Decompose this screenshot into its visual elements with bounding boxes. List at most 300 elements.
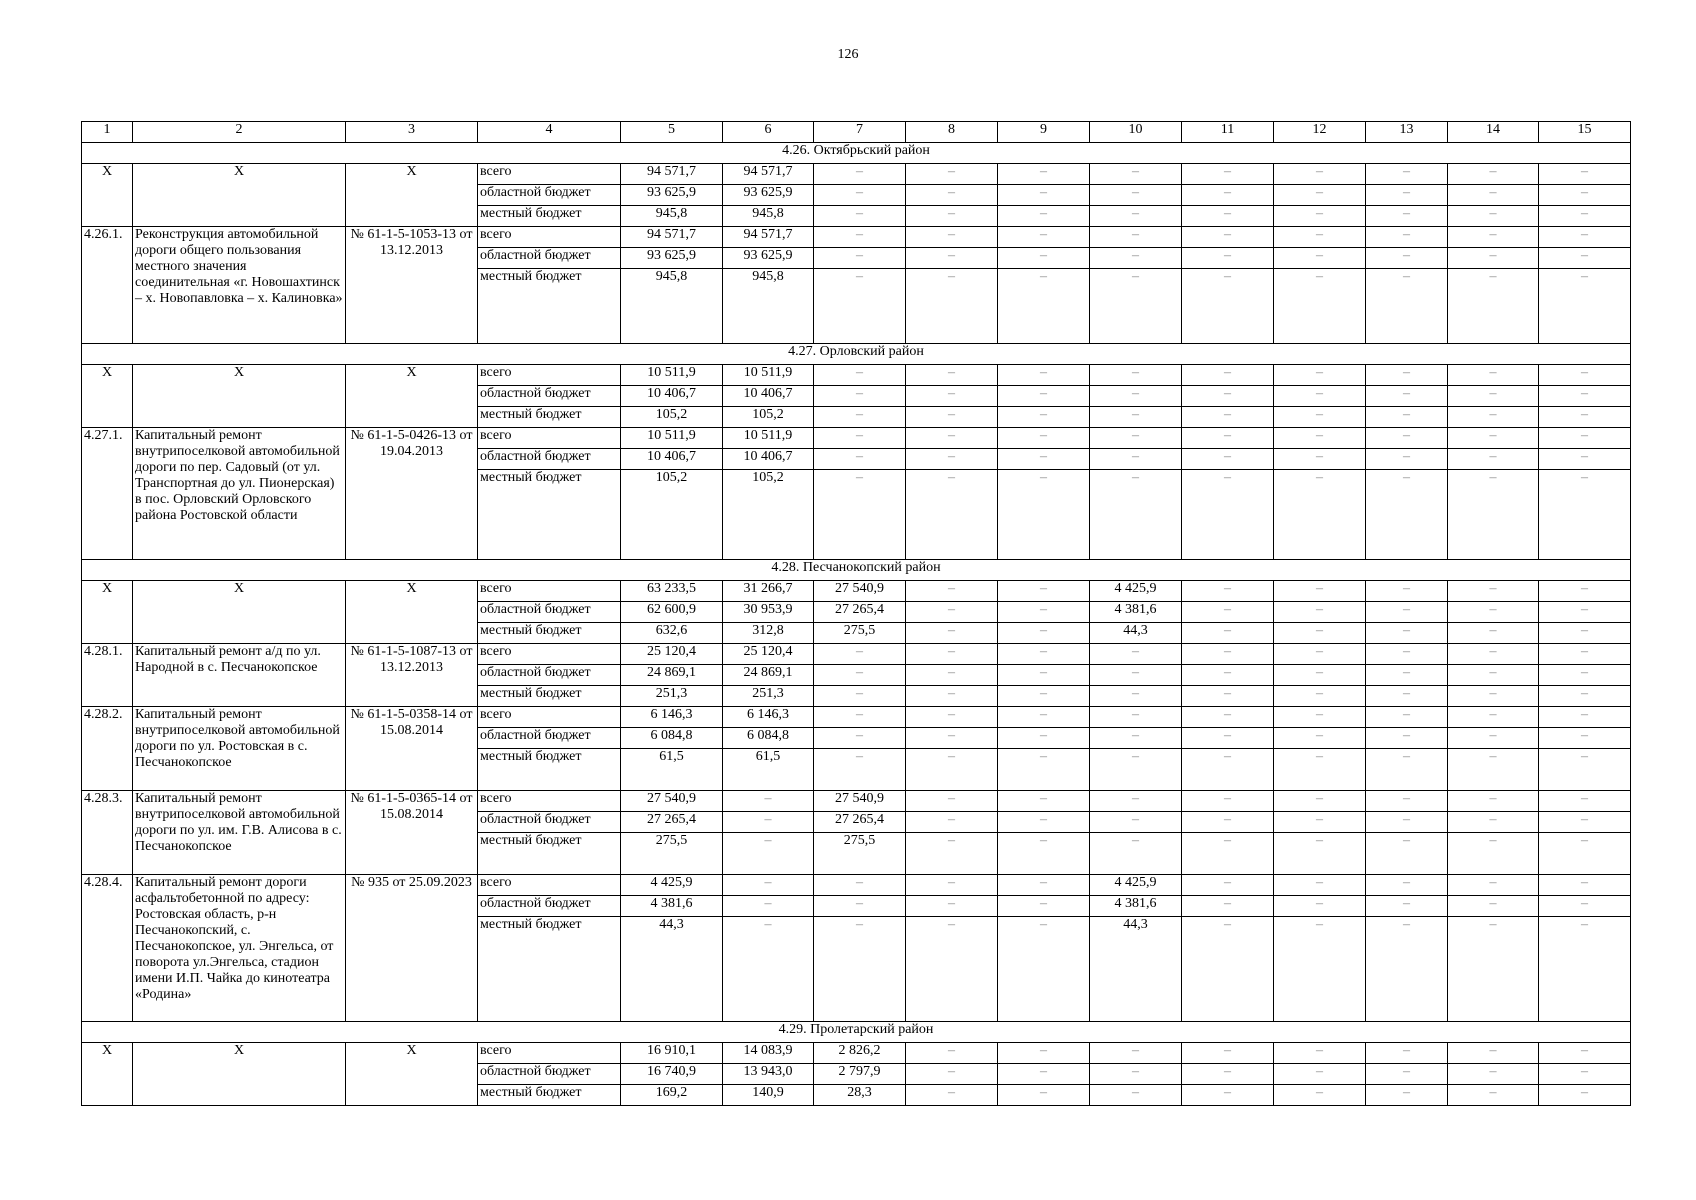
empty-value: – [906, 833, 998, 875]
amount-value: 2 797,9 [814, 1064, 906, 1085]
amount-value: 10 511,9 [723, 365, 814, 386]
empty-value: – [1366, 386, 1448, 407]
empty-value: – [1274, 812, 1366, 833]
document-number: № 61-1-5-1053-13 от 13.12.2013 [346, 227, 478, 344]
empty-value: – [998, 875, 1090, 896]
empty-value: – [1448, 185, 1539, 206]
empty-value: – [1182, 1085, 1274, 1106]
item-name: X [133, 1043, 346, 1106]
empty-value: – [1182, 623, 1274, 644]
section-title: 4.26. Октябрьский район [82, 143, 1631, 164]
empty-value: – [1274, 665, 1366, 686]
empty-value: – [906, 728, 998, 749]
column-number-14: 14 [1448, 122, 1539, 143]
empty-value: – [814, 206, 906, 227]
funding-source: местный бюджет [478, 269, 621, 344]
amount-value: 251,3 [621, 686, 723, 707]
funding-source: местный бюджет [478, 206, 621, 227]
amount-value: 4 381,6 [1090, 896, 1182, 917]
empty-value: – [1182, 791, 1274, 812]
empty-value: – [1274, 1043, 1366, 1064]
amount-value: 105,2 [723, 470, 814, 560]
empty-value: – [1448, 227, 1539, 248]
empty-value: – [1182, 707, 1274, 728]
empty-value: – [1448, 1085, 1539, 1106]
empty-value: – [906, 407, 998, 428]
amount-value: 945,8 [723, 269, 814, 344]
column-number-4: 4 [478, 122, 621, 143]
empty-value: – [1182, 1064, 1274, 1085]
empty-value: – [1448, 470, 1539, 560]
empty-value: – [906, 185, 998, 206]
amount-value: 44,3 [621, 917, 723, 1022]
empty-value: – [1090, 206, 1182, 227]
empty-value: – [998, 749, 1090, 791]
funding-source: всего [478, 644, 621, 665]
empty-value: – [1274, 581, 1366, 602]
column-number-7: 7 [814, 122, 906, 143]
empty-value: – [1448, 791, 1539, 812]
empty-value: – [1090, 470, 1182, 560]
empty-value: – [1090, 428, 1182, 449]
amount-value: 27 540,9 [814, 581, 906, 602]
amount-value: 10 406,7 [621, 386, 723, 407]
amount-value: 312,8 [723, 623, 814, 644]
empty-value: – [906, 428, 998, 449]
empty-value: – [1366, 644, 1448, 665]
empty-value: – [1274, 749, 1366, 791]
empty-value: – [1090, 812, 1182, 833]
amount-value: 10 511,9 [723, 428, 814, 449]
empty-value: – [1366, 449, 1448, 470]
empty-value: – [998, 407, 1090, 428]
table-row [82, 644, 1631, 665]
section-row [82, 560, 1631, 581]
amount-value: 27 265,4 [621, 812, 723, 833]
document-number: № 61-1-5-1087-13 от 13.12.2013 [346, 644, 478, 707]
empty-value: – [906, 206, 998, 227]
column-number-13: 13 [1366, 122, 1448, 143]
empty-value: – [1448, 875, 1539, 896]
empty-value: – [1366, 407, 1448, 428]
empty-value: – [814, 707, 906, 728]
funding-source: местный бюджет [478, 623, 621, 644]
section-title: 4.27. Орловский район [82, 344, 1631, 365]
section-row [82, 143, 1631, 164]
funding-source: областной бюджет [478, 728, 621, 749]
amount-value: 61,5 [723, 749, 814, 791]
empty-value: – [1448, 623, 1539, 644]
empty-value: – [723, 875, 814, 896]
empty-value: – [1539, 602, 1631, 623]
empty-value: – [998, 1064, 1090, 1085]
funding-source: областной бюджет [478, 386, 621, 407]
table-row [82, 428, 1631, 449]
empty-value: – [1182, 665, 1274, 686]
empty-value: – [1366, 470, 1448, 560]
table-row [82, 1043, 1631, 1064]
empty-value: – [1090, 791, 1182, 812]
empty-value: – [1182, 875, 1274, 896]
amount-value: 94 571,7 [723, 227, 814, 248]
empty-value: – [1182, 1043, 1274, 1064]
empty-value: – [1182, 644, 1274, 665]
amount-value: 275,5 [621, 833, 723, 875]
empty-value: – [906, 686, 998, 707]
amount-value: 16 910,1 [621, 1043, 723, 1064]
empty-value: – [906, 749, 998, 791]
empty-value: – [1448, 581, 1539, 602]
empty-value: – [1539, 686, 1631, 707]
amount-value: 105,2 [621, 470, 723, 560]
amount-value: 105,2 [723, 407, 814, 428]
empty-value: – [998, 644, 1090, 665]
column-number-8: 8 [906, 122, 998, 143]
empty-value: – [1539, 407, 1631, 428]
amount-value: 945,8 [621, 269, 723, 344]
column-number-1: 1 [82, 122, 133, 143]
amount-value: 6 084,8 [621, 728, 723, 749]
amount-value: 10 511,9 [621, 365, 723, 386]
empty-value: – [998, 365, 1090, 386]
item-number: 4.28.2. [82, 707, 133, 791]
funding-source: областной бюджет [478, 602, 621, 623]
empty-value: – [906, 1064, 998, 1085]
amount-value: 10 406,7 [723, 449, 814, 470]
empty-value: – [1182, 269, 1274, 344]
empty-value: – [998, 449, 1090, 470]
empty-value: – [1090, 449, 1182, 470]
empty-value: – [906, 917, 998, 1022]
empty-value: – [1539, 623, 1631, 644]
amount-value: 10 511,9 [621, 428, 723, 449]
empty-value: – [1182, 407, 1274, 428]
empty-value: – [998, 248, 1090, 269]
amount-value: 10 406,7 [723, 386, 814, 407]
funding-source: всего [478, 164, 621, 185]
empty-value: – [1448, 386, 1539, 407]
amount-value: 2 826,2 [814, 1043, 906, 1064]
funding-source: всего [478, 365, 621, 386]
empty-value: – [1366, 602, 1448, 623]
budget-table [81, 121, 1631, 1106]
amount-value: 44,3 [1090, 623, 1182, 644]
item-number: X [82, 1043, 133, 1106]
table-row [82, 227, 1631, 248]
empty-value: – [723, 812, 814, 833]
empty-value: – [1539, 164, 1631, 185]
item-number: X [82, 581, 133, 644]
empty-value: – [998, 623, 1090, 644]
empty-value: – [814, 365, 906, 386]
empty-value: – [906, 269, 998, 344]
amount-value: 27 540,9 [814, 791, 906, 812]
empty-value: – [1539, 470, 1631, 560]
amount-value: 25 120,4 [621, 644, 723, 665]
empty-value: – [1366, 686, 1448, 707]
empty-value: – [1274, 407, 1366, 428]
empty-value: – [1366, 791, 1448, 812]
column-number-2: 2 [133, 122, 346, 143]
funding-source: областной бюджет [478, 665, 621, 686]
empty-value: – [906, 470, 998, 560]
empty-value: – [1274, 644, 1366, 665]
empty-value: – [1274, 896, 1366, 917]
amount-value: 4 381,6 [621, 896, 723, 917]
item-number: 4.28.3. [82, 791, 133, 875]
empty-value: – [1274, 917, 1366, 1022]
empty-value: – [1539, 185, 1631, 206]
empty-value: – [1366, 1085, 1448, 1106]
empty-value: – [998, 470, 1090, 560]
empty-value: – [998, 227, 1090, 248]
empty-value: – [1182, 749, 1274, 791]
empty-value: – [1274, 185, 1366, 206]
amount-value: 93 625,9 [723, 248, 814, 269]
funding-source: областной бюджет [478, 248, 621, 269]
empty-value: – [814, 917, 906, 1022]
empty-value: – [1448, 407, 1539, 428]
empty-value: – [814, 728, 906, 749]
amount-value: 94 571,7 [621, 227, 723, 248]
empty-value: – [998, 791, 1090, 812]
empty-value: – [1366, 896, 1448, 917]
funding-source: местный бюджет [478, 686, 621, 707]
empty-value: – [1539, 1085, 1631, 1106]
amount-value: 4 425,9 [621, 875, 723, 896]
empty-value: – [1448, 428, 1539, 449]
empty-value: – [723, 896, 814, 917]
empty-value: – [1274, 791, 1366, 812]
empty-value: – [814, 407, 906, 428]
empty-value: – [1274, 164, 1366, 185]
amount-value: 31 266,7 [723, 581, 814, 602]
empty-value: – [906, 248, 998, 269]
empty-value: – [1182, 728, 1274, 749]
funding-source: областной бюджет [478, 896, 621, 917]
empty-value: – [1090, 728, 1182, 749]
empty-value: – [1539, 1043, 1631, 1064]
empty-value: – [814, 749, 906, 791]
empty-value: – [1366, 623, 1448, 644]
empty-value: – [1539, 206, 1631, 227]
empty-value: – [1539, 428, 1631, 449]
empty-value: – [998, 686, 1090, 707]
empty-value: – [1366, 269, 1448, 344]
section-title: 4.28. Песчанокопский район [82, 560, 1631, 581]
amount-value: 13 943,0 [723, 1064, 814, 1085]
empty-value: – [1366, 749, 1448, 791]
empty-value: – [906, 227, 998, 248]
column-number-10: 10 [1090, 122, 1182, 143]
empty-value: – [1090, 665, 1182, 686]
empty-value: – [998, 269, 1090, 344]
document-number: X [346, 365, 478, 428]
column-number-5: 5 [621, 122, 723, 143]
empty-value: – [998, 1043, 1090, 1064]
empty-value: – [1182, 227, 1274, 248]
empty-value: – [906, 365, 998, 386]
empty-value: – [1448, 449, 1539, 470]
empty-value: – [1448, 728, 1539, 749]
item-number: 4.28.4. [82, 875, 133, 1022]
empty-value: – [1448, 365, 1539, 386]
empty-value: – [1539, 875, 1631, 896]
item-name: Капитальный ремонт внутрипоселковой автомобильной дороги по ул. Ростовская в с. Песчанокопское [133, 707, 346, 791]
empty-value: – [1539, 269, 1631, 344]
empty-value: – [1366, 248, 1448, 269]
empty-value: – [1448, 749, 1539, 791]
amount-value: 94 571,7 [621, 164, 723, 185]
empty-value: – [998, 386, 1090, 407]
empty-value: – [1366, 365, 1448, 386]
amount-value: 27 265,4 [814, 812, 906, 833]
empty-value: – [998, 917, 1090, 1022]
empty-value: – [906, 875, 998, 896]
amount-value: 632,6 [621, 623, 723, 644]
empty-value: – [998, 164, 1090, 185]
empty-value: – [906, 1085, 998, 1106]
table-row [82, 164, 1631, 185]
empty-value: – [1274, 623, 1366, 644]
empty-value: – [1539, 707, 1631, 728]
document-number: X [346, 1043, 478, 1106]
empty-value: – [1366, 707, 1448, 728]
amount-value: 251,3 [723, 686, 814, 707]
empty-value: – [1274, 470, 1366, 560]
empty-value: – [1182, 581, 1274, 602]
empty-value: – [1182, 602, 1274, 623]
empty-value: – [1182, 449, 1274, 470]
column-number-3: 3 [346, 122, 478, 143]
funding-source: всего [478, 707, 621, 728]
empty-value: – [1090, 749, 1182, 791]
funding-source: всего [478, 875, 621, 896]
empty-value: – [1448, 269, 1539, 344]
amount-value: 6 146,3 [621, 707, 723, 728]
empty-value: – [1448, 1043, 1539, 1064]
column-number-15: 15 [1539, 122, 1631, 143]
item-name: X [133, 365, 346, 428]
amount-value: 275,5 [814, 623, 906, 644]
funding-source: всего [478, 581, 621, 602]
item-number: 4.26.1. [82, 227, 133, 344]
empty-value: – [998, 728, 1090, 749]
empty-value: – [1366, 728, 1448, 749]
empty-value: – [814, 875, 906, 896]
empty-value: – [906, 665, 998, 686]
empty-value: – [1274, 1085, 1366, 1106]
funding-source: местный бюджет [478, 833, 621, 875]
column-number-11: 11 [1182, 122, 1274, 143]
header-row [82, 122, 1631, 143]
item-name: X [133, 581, 346, 644]
empty-value: – [1539, 365, 1631, 386]
empty-value: – [1274, 248, 1366, 269]
empty-value: – [814, 665, 906, 686]
funding-source: всего [478, 227, 621, 248]
empty-value: – [1366, 1043, 1448, 1064]
empty-value: – [1274, 875, 1366, 896]
empty-value: – [1448, 206, 1539, 227]
amount-value: 24 869,1 [723, 665, 814, 686]
empty-value: – [723, 791, 814, 812]
empty-value: – [906, 1043, 998, 1064]
empty-value: – [1090, 164, 1182, 185]
amount-value: 6 084,8 [723, 728, 814, 749]
amount-value: 105,2 [621, 407, 723, 428]
empty-value: – [906, 164, 998, 185]
funding-source: областной бюджет [478, 1064, 621, 1085]
empty-value: – [1182, 428, 1274, 449]
empty-value: – [1448, 686, 1539, 707]
table-row [82, 365, 1631, 386]
item-name: Капитальный ремонт а/д по ул. Народной в с. Песчанокопское [133, 644, 346, 707]
empty-value: – [1366, 206, 1448, 227]
empty-value: – [1539, 248, 1631, 269]
empty-value: – [814, 269, 906, 344]
empty-value: – [906, 791, 998, 812]
empty-value: – [906, 581, 998, 602]
empty-value: – [1366, 227, 1448, 248]
empty-value: – [998, 185, 1090, 206]
empty-value: – [814, 185, 906, 206]
amount-value: 945,8 [723, 206, 814, 227]
empty-value: – [1448, 833, 1539, 875]
funding-source: всего [478, 791, 621, 812]
empty-value: – [1539, 386, 1631, 407]
empty-value: – [1366, 812, 1448, 833]
table-row [82, 791, 1631, 812]
empty-value: – [1448, 1064, 1539, 1085]
item-number: X [82, 365, 133, 428]
empty-value: – [1539, 896, 1631, 917]
amount-value: 169,2 [621, 1085, 723, 1106]
empty-value: – [906, 896, 998, 917]
empty-value: – [998, 602, 1090, 623]
empty-value: – [1182, 248, 1274, 269]
empty-value: – [723, 833, 814, 875]
amount-value: 62 600,9 [621, 602, 723, 623]
empty-value: – [1090, 365, 1182, 386]
empty-value: – [1274, 833, 1366, 875]
column-number-9: 9 [998, 122, 1090, 143]
empty-value: – [723, 917, 814, 1022]
empty-value: – [998, 206, 1090, 227]
funding-source: областной бюджет [478, 449, 621, 470]
table-row [82, 707, 1631, 728]
empty-value: – [1448, 707, 1539, 728]
empty-value: – [814, 644, 906, 665]
empty-value: – [1366, 164, 1448, 185]
empty-value: – [1090, 1085, 1182, 1106]
amount-value: 4 425,9 [1090, 581, 1182, 602]
column-number-12: 12 [1274, 122, 1366, 143]
empty-value: – [1448, 812, 1539, 833]
empty-value: – [1090, 707, 1182, 728]
document-number: X [346, 581, 478, 644]
item-name: Капитальный ремонт внутрипоселковой автомобильной дороги по ул. им. Г.В. Алисова в с. Песчанокопское [133, 791, 346, 875]
empty-value: – [1182, 386, 1274, 407]
empty-value: – [814, 227, 906, 248]
empty-value: – [906, 386, 998, 407]
empty-value: – [1274, 449, 1366, 470]
empty-value: – [1539, 791, 1631, 812]
empty-value: – [1182, 470, 1274, 560]
empty-value: – [1539, 227, 1631, 248]
item-number: 4.27.1. [82, 428, 133, 560]
empty-value: – [906, 812, 998, 833]
